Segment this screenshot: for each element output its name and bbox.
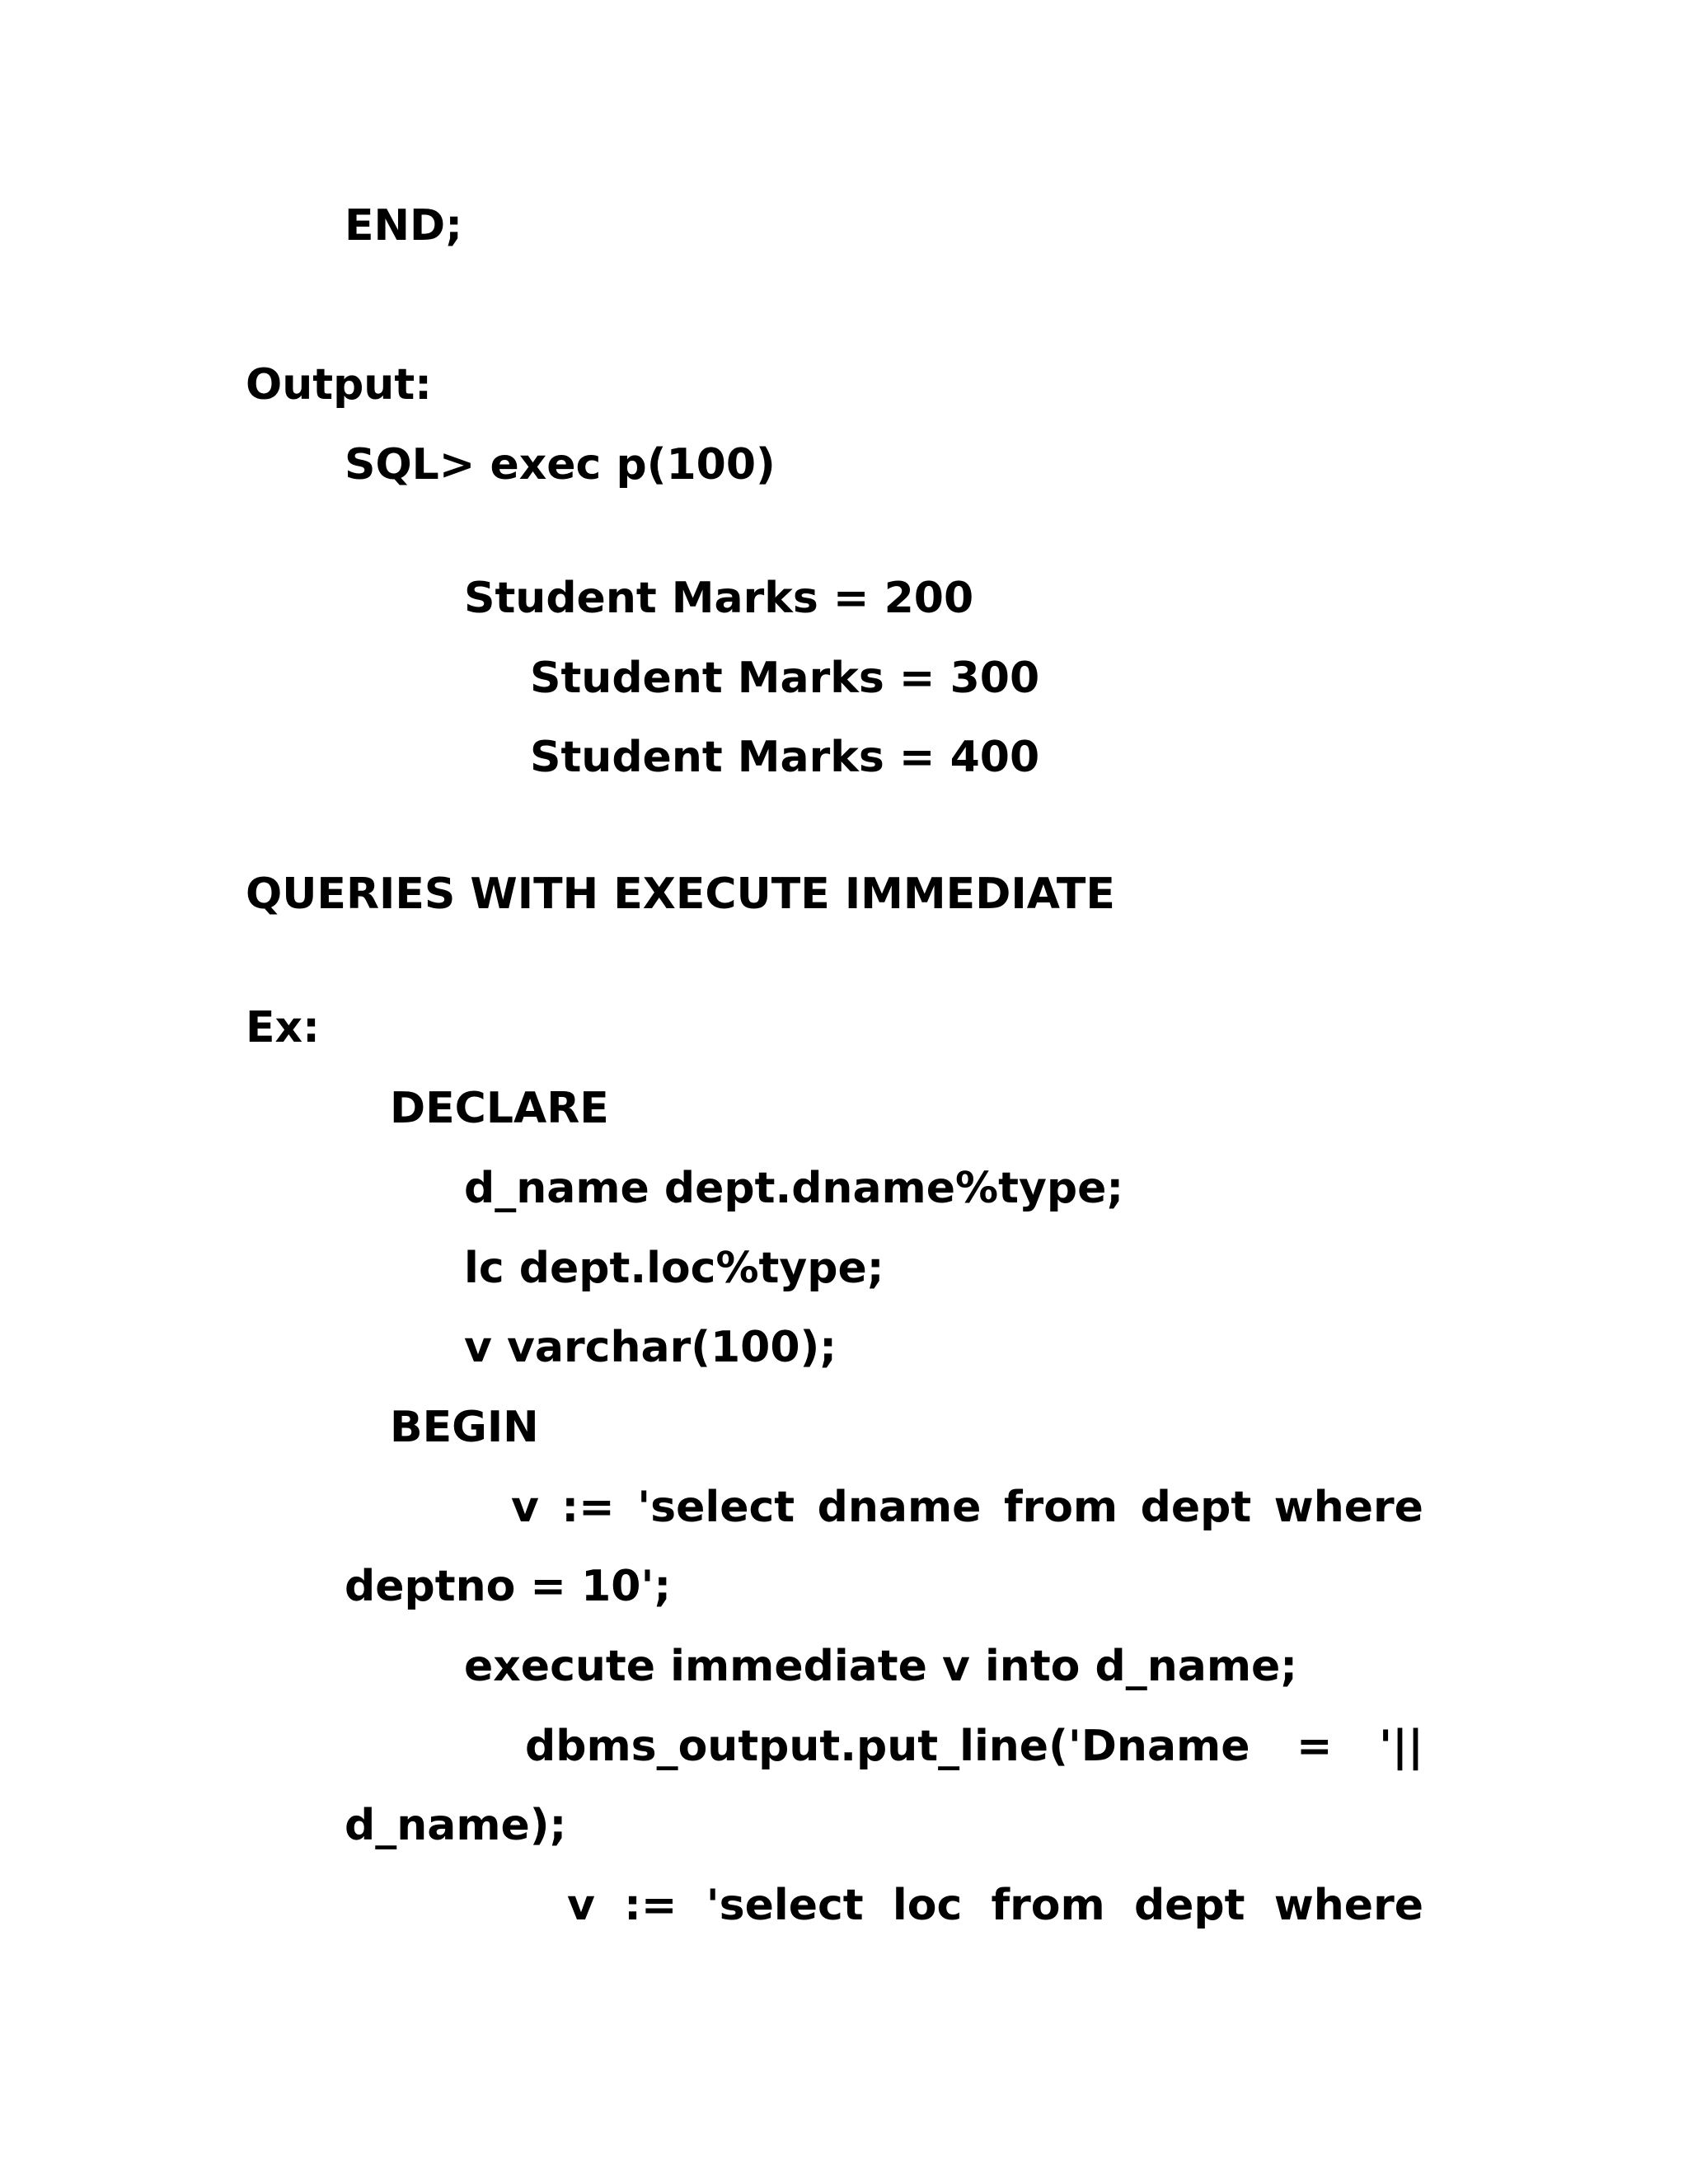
output-marks-line-1: Student Marks = 200 [464,574,974,623]
code-line-assign-1-cont: deptno = 10'; [345,1562,672,1611]
code-word: = [1296,1722,1333,1771]
code-word: dbms_output.put_line('Dname [525,1722,1250,1771]
section-heading: QUERIES WITH EXECUTE IMMEDIATE [246,869,1115,919]
code-line-put-line-cont: d_name); [345,1801,567,1850]
code-word: from [1003,1483,1118,1532]
code-word: dept [1140,1483,1252,1532]
code-line-declare: DECLARE [390,1084,609,1133]
code-word: dept [1133,1881,1245,1930]
code-word: loc [892,1881,963,1930]
output-label: Output: [246,360,432,410]
code-word: 'select [637,1483,795,1532]
code-word: '|| [1379,1722,1423,1771]
output-marks-line-2: Student Marks = 300 [530,654,1040,703]
code-line-execute-1: execute immediate v into d_name; [464,1642,1298,1691]
example-label: Ex: [246,1003,320,1052]
code-word: 'select [706,1881,864,1930]
code-word: dname [817,1483,982,1532]
output-marks-line-3: Student Marks = 400 [530,733,1040,782]
code-line-assign-2 [567,1879,1423,1932]
code-word: where [1273,1881,1423,1930]
code-word: from [991,1881,1105,1930]
code-line-decl-dname: d_name dept.dname%type; [464,1164,1124,1213]
code-line-decl-v: v varchar(100); [464,1323,837,1372]
code-word: where [1273,1483,1423,1532]
exec-command-line: SQL> exec p(100) [345,440,776,490]
code-line-assign-1 [511,1481,1423,1534]
code-line-put-line [525,1720,1423,1773]
code-word: := [561,1483,615,1532]
code-line-begin: BEGIN [390,1403,539,1452]
code-word: := [624,1881,678,1930]
code-line-end: END; [345,201,462,251]
code-line-decl-lc: lc dept.loc%type; [464,1244,884,1293]
code-word: v [567,1881,595,1930]
code-word: v [511,1483,539,1532]
